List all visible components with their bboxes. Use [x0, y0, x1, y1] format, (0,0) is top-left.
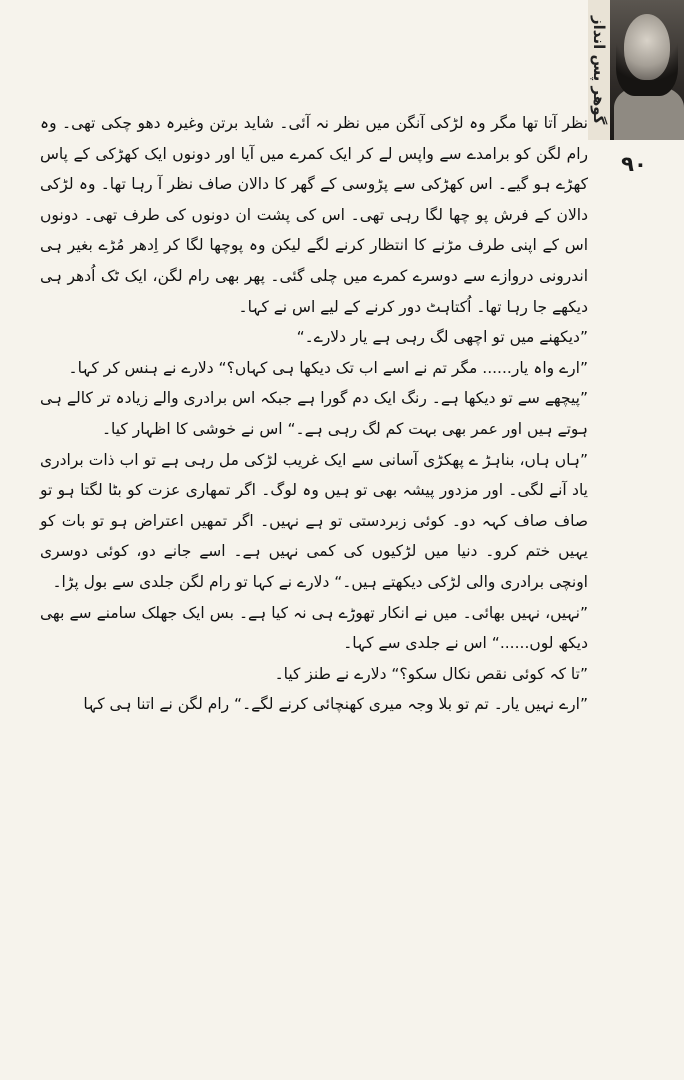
paragraph-1: نظر آتا تھا مگر وہ لڑکی آنگن میں نظر نہ آئی۔ شاید برتن وغیرہ دھو چکی تھی۔ وہ رام لگن کو برامدے سے واپس لے کر ایک کمرے میں آیا اور دونوں ایک کھڑکی کے پاس کھڑے ہو گیے۔ اس کھڑکی سے پڑوسی کے گھر کا دالان صاف نظر آ رہا تھا۔ وہ لڑکی دالان کے فرش پو چھا لگا رہی تھی۔ اس کی پشت ان دونوں کی طرف تھی۔ دونوں اس کے اپنی طرف مڑنے کا انتظار کرنے لگے لیکن وہ پوچھا لگا کر اِدھر مُڑے بغیر ہی اندرونی دروازے سے دوسرے کمرے میں چلی گئی۔ پھر بھی رام لگن، ایک ٹک اُدھر ہی دیکھے جا رہا تھا۔ اُکتاہٹ دور کرنے کے لیے اس نے کہا۔	[40, 114, 588, 316]
page-number: ۹۰	[621, 152, 647, 176]
paragraph-7: ”تا کہ کوئی نقص نکال سکو؟“ دلارے نے طنز کیا۔	[274, 664, 588, 683]
header-strip	[588, 0, 684, 140]
paragraph-4: ”پیچھے سے تو دیکھا ہے۔ رنگ ایک دم گورا ہے جبکہ اس برادری والے زیادہ تر کالے ہی ہوتے ہیں اور عمر بھی بہت کم لگ رہی ہے۔“ اس نے خوشی کا اظہار کیا۔	[40, 389, 588, 438]
paragraph-2: ”دیکھنے میں تو اچھی لگ رہی ہے یار دلارے۔“	[296, 328, 588, 347]
body-text	[40, 108, 588, 720]
portrait-face	[624, 14, 670, 80]
paragraph-3: ”ارے واہ یار...... مگر تم نے اسے اب تک دیکھا ہی کہاں؟“ دلارے نے ہنس کر کہا۔	[68, 358, 588, 377]
book-title-text: گوھر پس انداز	[590, 15, 608, 125]
paragraph-6: ”نہیں، نہیں بھائی۔ میں نے انکار تھوڑے ہی نہ کیا ہے۔ بس ایک جھلک سامنے سے بھی دیکھ لوں......“ اس نے جلدی سے کہا۔	[40, 603, 588, 653]
paragraph-8: ”ارے نہیں یار۔ تم تو بلا وجہ میری کھنچائی کرنے لگے۔“ رام لگن نے اتنا ہی کہا	[83, 695, 588, 714]
portrait-icon	[610, 0, 684, 140]
paragraph-5: ”ہاں ہاں، بناہڑ ے پھکڑی آسانی سے ایک غریب لڑکی مل رہی ہے تو اب ذات برادری یاد آنے لگی۔ اور مزدور پیشہ بھی تو ہیں وہ لوگ۔ اگر تمھاری عزت کو بٹا لگتا ہو تو صاف صاف کہہ دو۔ کوئی زبردستی تو ہے نہیں۔ اگر تمھیں اعتراض ہو تو بات کو یہیں ختم کرو۔ دنیا میں لڑکیوں کی کمی نہیں ہے۔ اسے جانے دو، کوئی دوسری اونچی برادری والی لڑکی دیکھتے ہیں۔“ دلارے نے کہا تو رام لگن جلدی سے بول پڑا۔	[40, 450, 588, 591]
book-title	[588, 0, 611, 140]
